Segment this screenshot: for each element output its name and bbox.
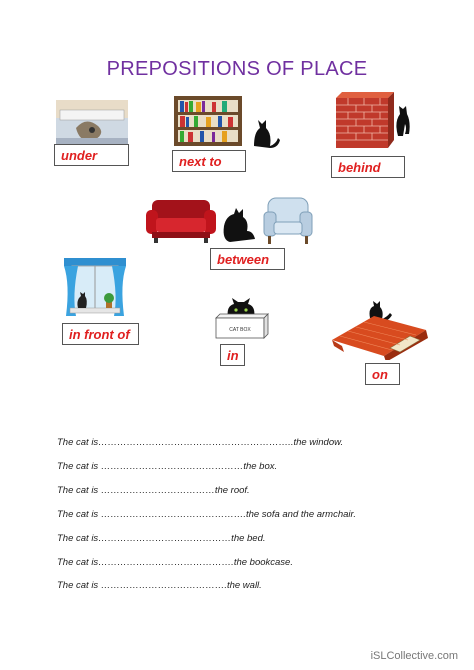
cat-between-sofa-and-armchair-picture — [144, 196, 326, 246]
sentence-6: The cat is…………………………………….the bookcase. — [57, 557, 293, 568]
label-next-to-text: next to — [179, 154, 222, 169]
sentence-5: The cat is……………………………………the bed. — [57, 533, 266, 544]
label-on-text: on — [372, 367, 388, 382]
label-under — [54, 144, 129, 166]
cat-on-roof-picture — [330, 300, 430, 360]
cat-behind-wall-picture — [330, 92, 412, 150]
cat-next-to-bookcase-picture — [172, 94, 280, 150]
site-watermark: iSLCollective.com — [370, 650, 458, 662]
page-title: PREPOSITIONS OF PLACE — [106, 58, 368, 80]
cat-in-box-picture — [210, 298, 270, 340]
label-between — [210, 248, 285, 270]
label-in-front-of-text: in front of — [69, 327, 130, 342]
label-behind-text: behind — [338, 160, 381, 175]
label-behind — [331, 156, 405, 178]
cat-box-text: CAT BOX — [229, 327, 251, 333]
label-next-to — [172, 150, 246, 172]
label-between-text: between — [217, 252, 270, 267]
label-in-front-of — [62, 323, 139, 345]
label-under-text: under — [61, 148, 98, 163]
sentence-4: The cat is ……………………………………….the sofa and the armchair. — [57, 509, 356, 520]
cat-in-front-of-window-picture — [64, 258, 126, 320]
label-in-text: in — [227, 348, 239, 363]
label-in — [220, 344, 245, 366]
sentence-1: The cat is……………………………………………………..the window. — [57, 437, 344, 448]
cat-under-bed-picture — [56, 100, 128, 146]
sentence-7: The cat is ………………………………….the wall. — [57, 580, 262, 591]
sentence-3: The cat is ………………………………the roof. — [57, 485, 250, 496]
sentence-2: The cat is ………………………………………the box. — [57, 461, 278, 472]
label-on — [365, 363, 400, 385]
